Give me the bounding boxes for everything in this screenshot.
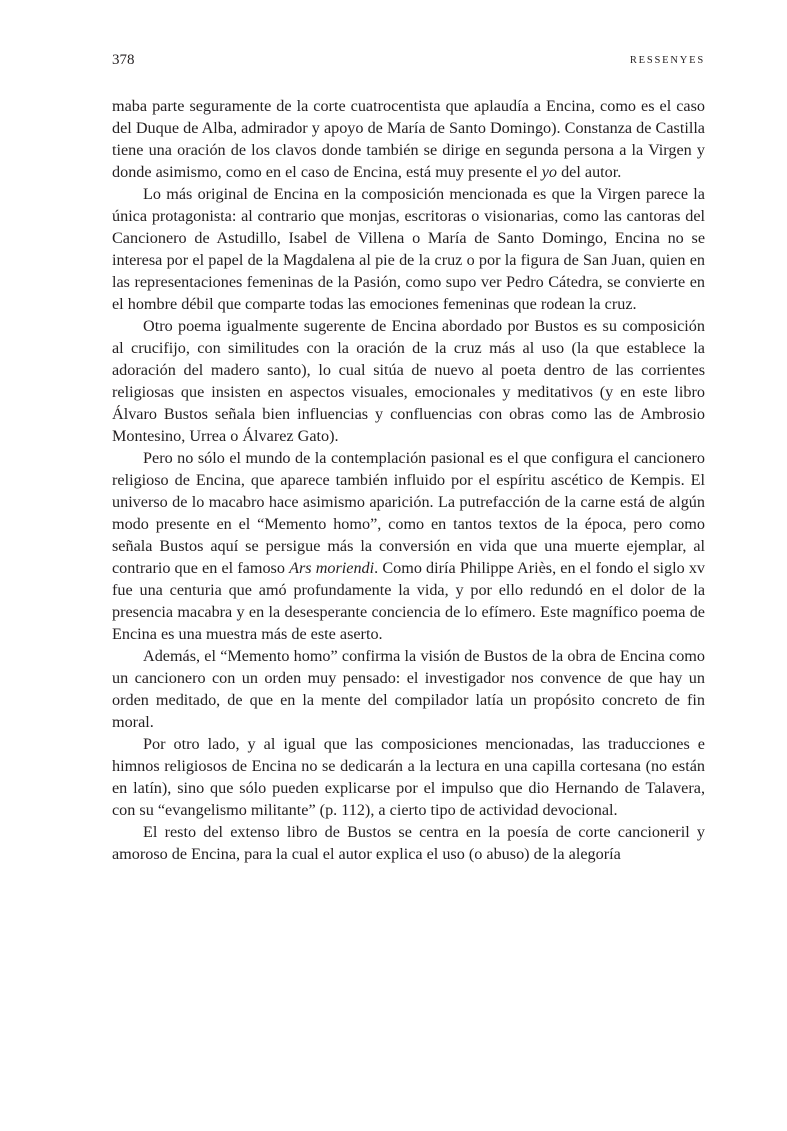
paragraph bbox=[112, 95, 705, 183]
italic-text: yo bbox=[541, 163, 558, 181]
text-run: Por otro lado, y al igual que las composiciones mencionadas, las traducciones e himnos religiosos de Encina no se dedicarán a la lectura en una capilla cortesana (no están en latín), sino que sólo pueden explicarse por el impulso que dio Hernando de Talavera, con su “evangelismo militante” (p. 112), a cierto tipo de actividad devocional. bbox=[112, 735, 705, 819]
paragraph bbox=[112, 645, 705, 733]
text-run: Otro poema igualmente sugerente de Encina abordado por Bustos es su composición al crucifijo, con similitudes con la oración de la cruz más al uso (la que establece la adoración del madero santo), lo cual sitúa de nuevo al poeta dentro de las corrientes religiosas que insisten en aspectos visuales, emocionales y meditativos (y en este libro Álvaro Bustos señala bien influencias y confluencias con obras como las de Ambrosio Montesino, Urrea o Álvarez Gato). bbox=[112, 317, 705, 445]
body-text bbox=[112, 95, 705, 865]
text-run: . Como diría Philippe Ariès, en el fondo el siglo xv fue una centuria que amó profundamente la vida, y por ello redundó en el dolor de la presencia macabra y en la desesperante conciencia de lo efímero. Este magnífico poema de Encina es una muestra más de este aserto. bbox=[112, 559, 706, 643]
paragraph bbox=[112, 821, 705, 865]
text-run: Pero no sólo el mundo de la contemplación pasional es el que configura el cancionero religioso de Encina, que aparece también influido por el espíritu ascético de Kempis. El universo de lo macabro hace asimismo aparición. La putrefacción de la carne está de algún modo presente en el “Memento homo”, como en tantos textos de la época, pero como señala Bustos aquí se persigue más la conversión en vida que una muerte ejemplar, al contrario que en el famoso bbox=[112, 449, 705, 577]
italic-text: Ars moriendi bbox=[289, 559, 375, 577]
paragraph bbox=[112, 183, 705, 315]
text-run: maba parte seguramente de la corte cuatrocentista que aplaudía a Encina, como es el caso del Duque de Alba, admirador y apoyo de María de Santo Domingo). Constanza de Castilla tiene una oración de los clavos donde también se dirige en segunda persona a la Virgen y donde asimismo, como en el caso de Encina, está muy presente el bbox=[112, 97, 705, 181]
section-title: RESSENYES bbox=[629, 55, 705, 66]
text-run: El resto del extenso libro de Bustos se centra en la poesía de corte cancioneril y amoroso de Encina, para la cual el autor explica el uso (o abuso) de la alegoría bbox=[112, 823, 705, 863]
paragraph bbox=[112, 315, 705, 447]
text-run: del autor. bbox=[557, 163, 622, 181]
text-run: Lo más original de Encina en la composición mencionada es que la Virgen parece la única protagonista: al contrario que monjas, escritoras o visionarias, como las cantoras del Cancionero de Astudillo, Isabel de Villena o María de Santo Domingo, Encina no se interesa por el papel de la Magdalena al pie de la cruz o por la figura de San Juan, quien en las representaciones femeninas de la Pasión, como supo ver Pedro Cátedra, se convierte en el hombre débil que comparte todas las emociones femeninas que rodean la cruz. bbox=[112, 185, 705, 313]
running-header bbox=[112, 52, 705, 72]
page-number: 378 bbox=[112, 52, 135, 68]
text-run: Además, el “Memento homo” confirma la visión de Bustos de la obra de Encina como un cancionero con un orden muy pensado: el investigador nos convence de que hay un orden meditado, de que en la mente del compilador latía un propósito concreto de fin moral. bbox=[112, 647, 705, 731]
paragraph bbox=[112, 733, 705, 821]
paragraph bbox=[112, 447, 705, 645]
